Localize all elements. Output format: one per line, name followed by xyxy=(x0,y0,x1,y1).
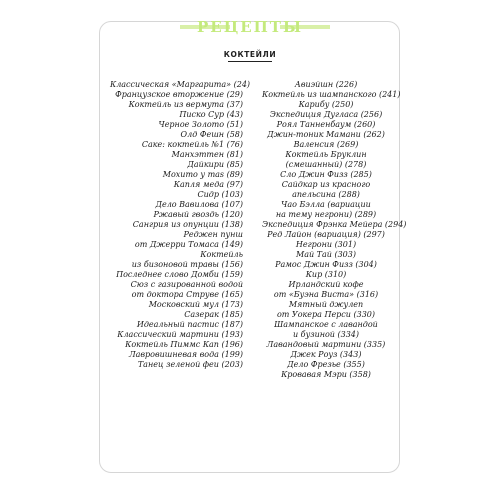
recipe-item xyxy=(262,340,390,350)
recipe-item xyxy=(110,110,243,120)
recipe-item-line: Классическая «Маргарита» (24) xyxy=(110,80,251,89)
recipe-item-line: Лавандовый мартини (335) xyxy=(266,340,386,349)
recipe-item xyxy=(110,360,243,370)
recipe-item xyxy=(110,210,243,220)
recipe-item-line: Сангрия из опунции (138) xyxy=(132,220,243,229)
recipe-item xyxy=(262,250,390,260)
recipe-item-line: Кир (310) xyxy=(305,270,347,279)
recipe-item-line: на тему негрони) (289) xyxy=(275,210,377,219)
recipe-item-line: Авиэйшн (226) xyxy=(294,80,358,89)
recipe-item-line: от доктора Струве (165) xyxy=(131,290,243,299)
recipe-item-line: Май Тай (303) xyxy=(296,250,356,259)
recipe-item-line: Экспедиция Дугласа (256) xyxy=(269,110,383,119)
recipe-item xyxy=(110,150,243,160)
recipe-item-line: Шампанское с лавандой xyxy=(274,320,378,329)
recipe-item-line: Дайкири (85) xyxy=(187,160,243,169)
recipe-item-line: Ирландский кофе xyxy=(288,280,364,289)
recipe-item xyxy=(110,130,243,140)
section-underline xyxy=(228,61,272,62)
recipe-item-line: (смешанный) (278) xyxy=(285,160,367,169)
recipe-item-line: Последнее слово Домби (159) xyxy=(116,270,243,279)
recipe-item-line: от Уокера Перси (330) xyxy=(276,310,375,319)
recipe-item-line: Капля меда (97) xyxy=(173,180,243,189)
recipe-item xyxy=(262,110,390,120)
recipe-item-line: Классический мартини (193) xyxy=(117,330,243,339)
recipe-item-line: Танец зеленой феи (203) xyxy=(137,360,243,369)
recipe-item xyxy=(262,360,390,370)
recipe-item-line: Идеальный пастис (187) xyxy=(136,320,243,329)
recipe-item-line: от Джерри Томаса (149) xyxy=(134,240,243,249)
recipe-item xyxy=(262,320,390,340)
section-title: КОКТЕЙЛИ xyxy=(223,50,277,59)
recipe-item-line: Черное Золото (51) xyxy=(158,120,243,129)
recipe-item-line: из бизоновой травы (156) xyxy=(131,260,243,269)
recipe-item xyxy=(262,260,390,270)
recipe-item-line: апельсина (288) xyxy=(292,190,360,199)
recipe-item-line: Экспедиция Фрэнка Мейера (294) xyxy=(262,220,407,229)
recipe-item-line: Джек Роуз (343) xyxy=(290,350,362,359)
recipe-item xyxy=(110,160,243,170)
recipe-item-line: Роял Танненбаум (260) xyxy=(276,120,376,129)
recipe-item-line: Олд Фешн (58) xyxy=(180,130,243,139)
recipe-item-line: Коктейль Бруклин xyxy=(285,150,367,159)
recipe-item xyxy=(110,270,243,280)
recipe-item xyxy=(110,280,243,300)
recipe-item xyxy=(262,130,390,140)
recipe-item xyxy=(110,100,243,110)
recipe-item xyxy=(110,350,243,360)
recipe-item-line: Писко Сур (43) xyxy=(179,110,243,119)
recipe-item xyxy=(262,170,390,180)
recipe-item-line: Ржавый гвоздь (120) xyxy=(153,210,243,219)
recipe-item-line: Сло Джин Физз (285) xyxy=(280,170,372,179)
recipe-item xyxy=(110,310,243,320)
recipe-item xyxy=(110,330,243,340)
recipe-item xyxy=(110,90,243,100)
recipe-item xyxy=(262,120,390,130)
recipe-item-line: Саке: коктейль №1 (76) xyxy=(141,140,243,149)
recipe-item xyxy=(110,340,243,350)
recipe-item-line: Ред Лайон (вариация) (297) xyxy=(267,230,385,239)
recipe-item-line: Манхэттен (81) xyxy=(171,150,243,159)
recipe-item-line: Валенсия (269) xyxy=(293,140,359,149)
recipe-item xyxy=(262,230,390,240)
recipe-item xyxy=(110,200,243,210)
recipe-item-line: Лавровишневая вода (199) xyxy=(128,350,243,359)
recipe-item-line: Чао Бэлла (вариации xyxy=(281,200,371,209)
recipe-item xyxy=(110,180,243,190)
recipe-item xyxy=(110,140,243,150)
recipe-item-line: Сайдкар из красного xyxy=(281,180,371,189)
recipe-item xyxy=(110,80,251,90)
recipe-item xyxy=(262,150,390,170)
recipe-item-line: Мохито у mas (89) xyxy=(162,170,243,179)
recipe-item xyxy=(262,370,390,380)
recipe-item-line: Сазерак (185) xyxy=(184,310,243,319)
recipe-item-line: Коктейль из вермута (37) xyxy=(128,100,243,109)
recipe-item-line: Кровавая Мэри (358) xyxy=(281,370,371,379)
recipe-item-line: от «Буэна Виста» (316) xyxy=(273,290,379,299)
recipe-item xyxy=(110,250,243,270)
recipe-item-line: Дело Фрезье (355) xyxy=(287,360,365,369)
recipe-item xyxy=(262,140,390,150)
recipe-list-left xyxy=(110,80,251,370)
recipe-item-line: Французское вторжение (29) xyxy=(115,90,243,99)
recipe-item xyxy=(262,200,390,220)
recipe-item xyxy=(262,270,390,280)
recipe-list-right xyxy=(262,80,407,380)
recipe-item-line: Реджен пунш xyxy=(183,230,243,239)
recipe-item xyxy=(262,300,390,320)
recipe-item-line: Коктейль xyxy=(200,250,243,259)
recipe-item-line: Сидр (103) xyxy=(197,190,243,199)
recipe-item-line: Карибу (250) xyxy=(298,100,354,109)
recipe-item xyxy=(110,190,243,200)
recipe-item xyxy=(262,100,390,110)
recipe-item xyxy=(110,320,243,330)
recipe-item xyxy=(262,350,390,360)
recipe-item-line: Рамос Джин Физз (304) xyxy=(275,260,377,269)
recipe-item xyxy=(262,240,390,250)
recipe-item-line: Мятный джулеп xyxy=(288,300,364,309)
recipe-item-line: и бузиной (334) xyxy=(292,330,360,339)
recipe-item-line: Московский мул (173) xyxy=(148,300,243,309)
recipe-item xyxy=(110,120,243,130)
recipe-item-line: Коктейль Пиммс Кап (196) xyxy=(125,340,243,349)
recipe-item-line: Сюз с газированной водой xyxy=(130,280,243,289)
recipe-item xyxy=(262,80,390,90)
recipe-item-line: Джин-тоник Мамани (262) xyxy=(267,130,385,139)
recipe-item-line: Коктейль из шампанского (241) xyxy=(262,90,401,99)
recipe-item xyxy=(262,220,407,230)
recipe-item-line: Дело Вавилова (107) xyxy=(155,200,243,209)
header-title: РЕЦЕПТЫ xyxy=(197,18,303,36)
recipe-item xyxy=(262,180,390,200)
recipe-item xyxy=(110,170,243,180)
recipe-item xyxy=(262,90,401,100)
recipe-item xyxy=(110,220,243,230)
recipe-item xyxy=(110,230,243,250)
recipe-item xyxy=(110,300,243,310)
recipe-item xyxy=(262,280,390,300)
recipe-item-line: Негрони (301) xyxy=(295,240,357,249)
